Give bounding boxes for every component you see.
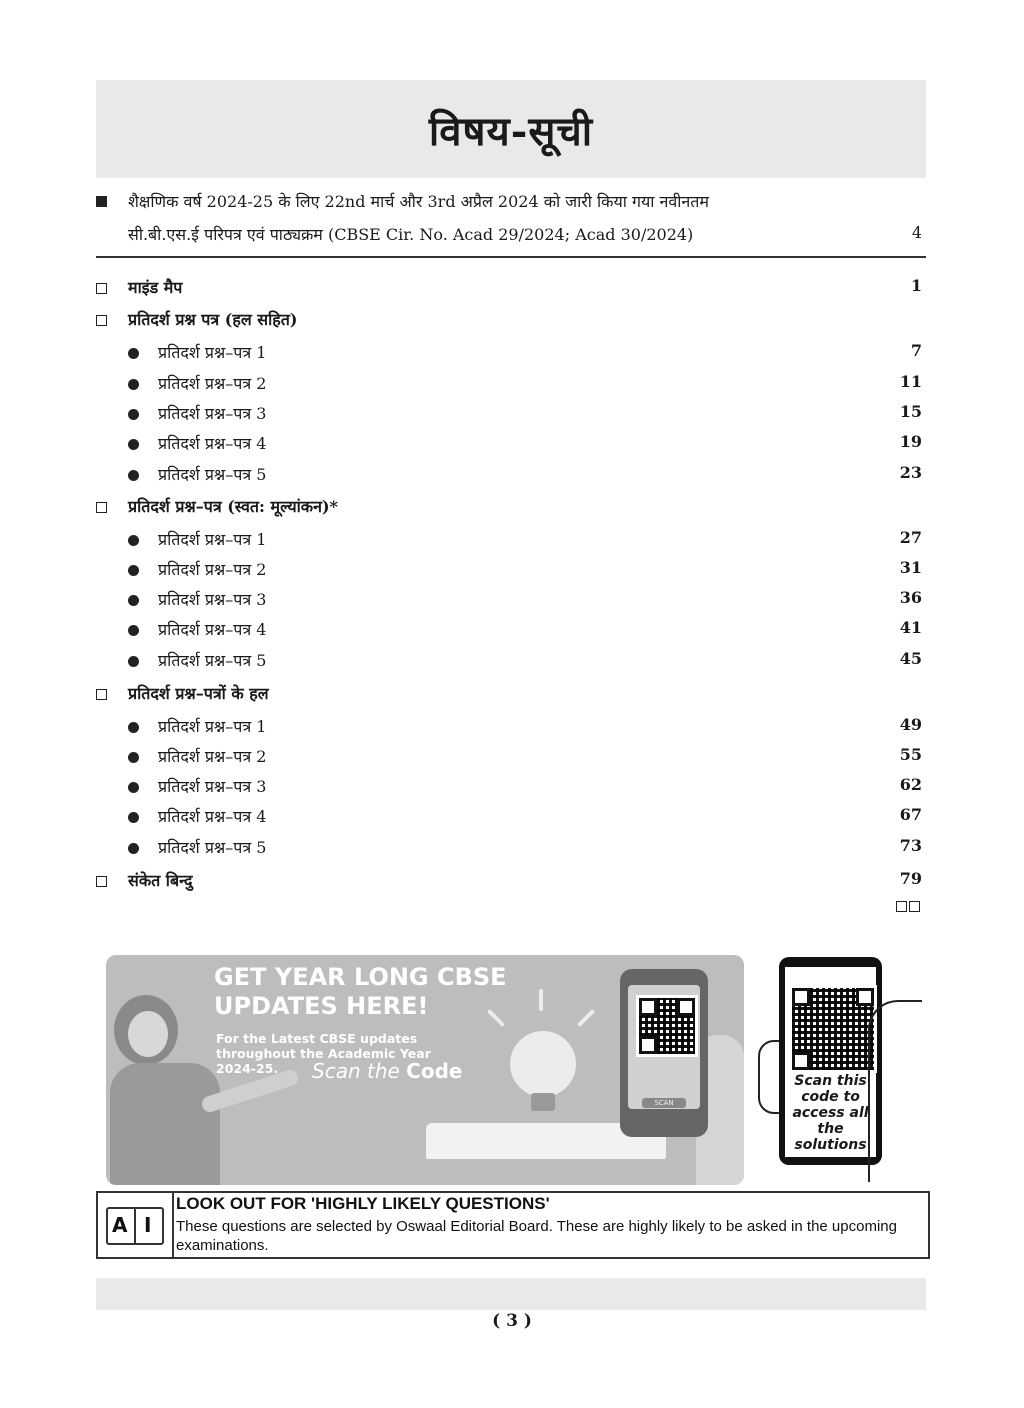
toc-entry-mind-map[interactable]: [96, 276, 922, 302]
round-bullet-icon: [128, 409, 139, 420]
checkbox-bullet-icon: [96, 876, 107, 887]
light-bulb-base-icon: [531, 1093, 555, 1111]
toc-item[interactable]: [96, 558, 922, 584]
page-title: विषय-सूची: [428, 107, 594, 155]
round-bullet-icon: [128, 470, 139, 481]
round-bullet-icon: [128, 782, 139, 793]
light-bulb-icon: [510, 1031, 576, 1097]
toc-page-number: 15: [899, 402, 922, 421]
round-bullet-icon: [128, 625, 139, 636]
light-ray-icon: [539, 989, 543, 1011]
qr-finder-icon: [677, 998, 695, 1016]
girl-body-illustration: [110, 1063, 220, 1185]
toc-item[interactable]: [96, 463, 922, 489]
ai-book-icon: [98, 1193, 174, 1257]
toc-page-number: 7: [910, 341, 922, 360]
divider-line: [96, 256, 926, 258]
toc-page-number: 49: [899, 715, 922, 734]
end-box-icon: [909, 901, 920, 912]
toc-page-number: 19: [899, 432, 922, 451]
checkbox-bullet-icon: [96, 283, 107, 294]
page-number: ( 3 ): [492, 1311, 532, 1331]
ai-box-heading: LOOK OUT FOR 'HIGHLY LIKELY QUESTIONS': [176, 1194, 550, 1213]
qr-finder-icon: [792, 1052, 810, 1070]
round-bullet-icon: [128, 595, 139, 606]
checkbox-bullet-icon: [96, 315, 107, 326]
toc-entry-label: संकेत बिन्दु: [128, 871, 193, 890]
toc-section-solved-papers: [96, 308, 922, 334]
notice-line-1: शैक्षणिक वर्ष 2024-25 के लिए 22nd मार्च और 3rd अप्रैल 2024 को जारी किया गया नवीनतम: [128, 192, 709, 211]
ai-box-description: These questions are selected by Oswaal Editorial Board. These are highly likely to be asked in the upcoming examinations.: [176, 1218, 897, 1254]
qr-finder-icon: [639, 998, 657, 1016]
toc-item-label: प्रतिदर्श प्रश्न–पत्र 1: [158, 717, 267, 736]
toc-item-label: प्रतिदर्श प्रश्न–पत्र 3: [158, 777, 267, 796]
toc-item[interactable]: [96, 588, 922, 614]
round-bullet-icon: [128, 565, 139, 576]
girl-face-illustration: [128, 1011, 168, 1057]
toc-page-number: 55: [899, 745, 922, 764]
checkbox-bullet-icon: [96, 502, 107, 513]
toc-item-label: प्रतिदर्श प्रश्न–पत्र 1: [158, 530, 267, 549]
toc-item[interactable]: [96, 775, 922, 801]
toc-item-label: प्रतिदर्श प्रश्न–पत्र 5: [158, 465, 267, 484]
footer-band: [96, 1278, 926, 1310]
filled-square-bullet-icon: [96, 196, 107, 207]
toc-item-label: प्रतिदर्श प्रश्न–पत्र 3: [158, 404, 267, 423]
scan-word: Scan: [312, 1059, 361, 1083]
toc-page-number: 45: [899, 649, 922, 668]
toc-page-number: 73: [899, 836, 922, 855]
toc-page-number: 1: [910, 276, 922, 295]
round-bullet-icon: [128, 535, 139, 546]
toc-item[interactable]: [96, 372, 922, 398]
toc-page-number: 79: [899, 869, 922, 888]
toc-item[interactable]: [96, 432, 922, 458]
toc-item[interactable]: [96, 715, 922, 741]
toc-item[interactable]: [96, 836, 922, 862]
notice-page-number: 4: [911, 223, 922, 242]
scan-the-code-text: [312, 1059, 462, 1083]
toc-page-number: 41: [899, 618, 922, 637]
toc-page-number: 36: [899, 588, 922, 607]
toc-item-label: प्रतिदर्श प्रश्न–पत्र 3: [158, 590, 267, 609]
qr-code-icon[interactable]: [636, 995, 698, 1057]
round-bullet-icon: [128, 812, 139, 823]
toc-page-number: 67: [899, 805, 922, 824]
toc-item[interactable]: [96, 402, 922, 428]
toc-item[interactable]: [96, 528, 922, 554]
round-bullet-icon: [128, 722, 139, 733]
light-ray-icon: [487, 1009, 505, 1027]
highly-likely-questions-box: [96, 1191, 930, 1259]
round-bullet-icon: [128, 843, 139, 854]
notice-line-2: सी.बी.एस.ई परिपत्र एवं पाठ्यक्रम (CBSE Cir. No. Acad 29/2024; Acad 30/2024): [128, 225, 694, 244]
toc-entry-hints[interactable]: [96, 869, 922, 895]
title-band: [96, 80, 926, 178]
round-bullet-icon: [128, 752, 139, 763]
toc-item-label: प्रतिदर्श प्रश्न–पत्र 2: [158, 560, 267, 579]
solutions-qr-code-icon[interactable]: [789, 985, 877, 1073]
round-bullet-icon: [128, 348, 139, 359]
banner-heading-line-1: GET YEAR LONG CBSE: [214, 963, 507, 991]
banner-subtext: For the Latest CBSE updates throughout the Academic Year 2024-25.: [216, 1031, 431, 1076]
round-bullet-icon: [128, 439, 139, 450]
qr-finder-icon: [792, 988, 810, 1006]
banner-heading-line-2: UPDATES HERE!: [214, 992, 429, 1020]
round-bullet-icon: [128, 656, 139, 667]
toc-item-label: प्रतिदर्श प्रश्न–पत्र 1: [158, 343, 267, 362]
toc-item-label: प्रतिदर्श प्रश्न–पत्र 5: [158, 838, 267, 857]
end-of-list-marks: [896, 897, 922, 916]
toc-section-label: प्रतिदर्श प्रश्न–पत्र (स्वत: मूल्यांकन)*: [128, 497, 338, 516]
qr-finder-icon: [856, 988, 874, 1006]
scan-solutions-text: Scan this code to access all the solutions: [792, 1073, 869, 1153]
scan-button[interactable]: SCAN: [642, 1098, 686, 1108]
code-word: Code: [406, 1059, 463, 1083]
toc-section-paper-solutions: [96, 682, 922, 708]
light-ray-icon: [577, 1009, 595, 1027]
toc-section-self-assessment: [96, 495, 922, 521]
toc-item-label: प्रतिदर्श प्रश्न–पत्र 4: [158, 807, 267, 826]
ai-icon-letter-a: A: [112, 1213, 128, 1237]
toc-page-number: 31: [899, 558, 922, 577]
toc-item-label: प्रतिदर्श प्रश्न–पत्र 2: [158, 374, 267, 393]
toc-page-number: 62: [899, 775, 922, 794]
toc-entry-label: माइंड मैप: [128, 278, 183, 297]
checkbox-bullet-icon: [96, 689, 107, 700]
toc-item[interactable]: [96, 341, 922, 367]
hand-outline-illustration: [868, 1000, 922, 1182]
toc-item-label: प्रतिदर्श प्रश्न–पत्र 4: [158, 434, 267, 453]
toc-page-number: 27: [899, 528, 922, 547]
ai-icon-letter-i: I: [144, 1213, 152, 1237]
toc-page-number: 11: [899, 372, 922, 391]
end-box-icon: [896, 901, 907, 912]
toc-section-label: प्रतिदर्श प्रश्न पत्र (हल सहित): [128, 310, 298, 329]
toc-item-label: प्रतिदर्श प्रश्न–पत्र 4: [158, 620, 267, 639]
cbse-updates-banner[interactable]: [106, 955, 744, 1185]
toc-item[interactable]: [96, 649, 922, 675]
toc-page-number: 23: [899, 463, 922, 482]
toc-section-label: प्रतिदर्श प्रश्न–पत्रों के हल: [128, 684, 269, 703]
toc-item[interactable]: [96, 745, 922, 771]
the-word: the: [360, 1059, 407, 1083]
round-bullet-icon: [128, 379, 139, 390]
qr-finder-icon: [639, 1036, 657, 1054]
toc-item[interactable]: [96, 618, 922, 644]
toc-item-label: प्रतिदर्श प्रश्न–पत्र 2: [158, 747, 267, 766]
toc-item-label: प्रतिदर्श प्रश्न–पत्र 5: [158, 651, 267, 670]
toc-item[interactable]: [96, 805, 922, 831]
